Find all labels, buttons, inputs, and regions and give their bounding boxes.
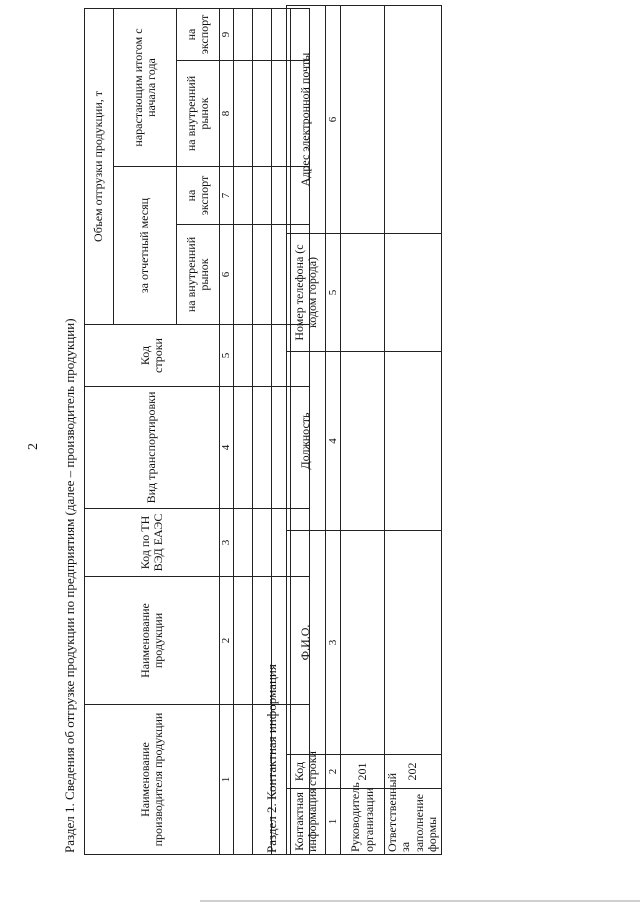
- col-number: 6: [220, 225, 234, 325]
- fio-cell[interactable]: [341, 531, 385, 755]
- contact-label: Ответственный за заполнение формы: [385, 789, 442, 855]
- cell[interactable]: [234, 167, 253, 225]
- col-number: 3: [326, 531, 341, 755]
- header-ytd-domestic: на внутренний рынок: [177, 61, 220, 167]
- row-code: 202: [385, 755, 442, 789]
- row-code: 201: [341, 755, 385, 789]
- page-number: 2: [26, 443, 41, 450]
- col-number: 6: [326, 6, 341, 234]
- header-position: Должность: [287, 352, 326, 531]
- cell[interactable]: [253, 8, 272, 60]
- position-cell[interactable]: [385, 352, 442, 531]
- cell[interactable]: [234, 705, 253, 855]
- email-cell[interactable]: [341, 6, 385, 234]
- col-number: 8: [220, 61, 234, 167]
- col-number: 2: [220, 577, 234, 705]
- header-volume: Объем отгрузки продукции, т: [85, 8, 114, 324]
- position-cell[interactable]: [341, 352, 385, 531]
- email-cell[interactable]: [385, 6, 442, 234]
- header-contact: Контактная информация: [287, 789, 326, 855]
- header-tnved: Код по ТН ВЭД ЕАЭС: [85, 509, 220, 577]
- header-month-export: на экспорт: [177, 167, 220, 225]
- col-number: 1: [326, 789, 341, 855]
- table-row: [234, 8, 253, 854]
- col-number: 4: [220, 387, 234, 509]
- col-number: 3: [220, 509, 234, 577]
- cell[interactable]: [234, 61, 253, 167]
- col-number: 5: [220, 325, 234, 387]
- fio-cell[interactable]: [385, 531, 442, 755]
- header-phone: Номер телефона (с кодом города): [287, 234, 326, 352]
- cell[interactable]: [234, 325, 253, 387]
- cell[interactable]: [253, 167, 272, 225]
- col-number: 2: [326, 755, 341, 789]
- header-ytd: нарастающим итогом с начала года: [114, 8, 177, 166]
- header-row-code: Код строки: [287, 755, 326, 789]
- header-ytd-export: на экспорт: [177, 8, 220, 60]
- cell[interactable]: [253, 509, 272, 577]
- contact-table: [286, 5, 442, 855]
- table-row: [385, 6, 442, 855]
- header-month: за отчетный месяц: [114, 167, 177, 325]
- col-number: 7: [220, 167, 234, 225]
- cell[interactable]: [253, 225, 272, 325]
- col-number: 1: [220, 705, 234, 855]
- contact-label: Руководитель организации: [341, 789, 385, 855]
- cell[interactable]: [234, 577, 253, 705]
- cell[interactable]: [253, 61, 272, 167]
- cell[interactable]: [234, 8, 253, 60]
- cell[interactable]: [234, 225, 253, 325]
- cell[interactable]: [253, 387, 272, 509]
- phone-cell[interactable]: [385, 234, 442, 352]
- col-number: 9: [220, 8, 234, 60]
- section2-caption: Раздел 2. Контактная информация: [264, 664, 279, 853]
- header-transport: Вид транспортировки: [85, 387, 220, 509]
- header-fio: Ф.И.О.: [287, 531, 326, 755]
- header-email: Адрес электронной почты: [287, 6, 326, 234]
- col-number: 5: [326, 234, 341, 352]
- table-row: [341, 6, 385, 855]
- cell[interactable]: [253, 325, 272, 387]
- header-row-code: Код строки: [85, 325, 220, 387]
- scan-edge-line: [200, 900, 640, 902]
- section1-caption: Раздел 1. Сведения об отгрузке продукции по предприятиям (далее – производитель продукции): [62, 318, 77, 853]
- cell[interactable]: [234, 387, 253, 509]
- header-product: Наименование продукции: [85, 577, 220, 705]
- col-number: 4: [326, 352, 341, 531]
- phone-cell[interactable]: [341, 234, 385, 352]
- header-producer: Наименование производителя продукции: [85, 705, 220, 855]
- cell[interactable]: [234, 509, 253, 577]
- header-month-domestic: на внутренний рынок: [177, 225, 220, 325]
